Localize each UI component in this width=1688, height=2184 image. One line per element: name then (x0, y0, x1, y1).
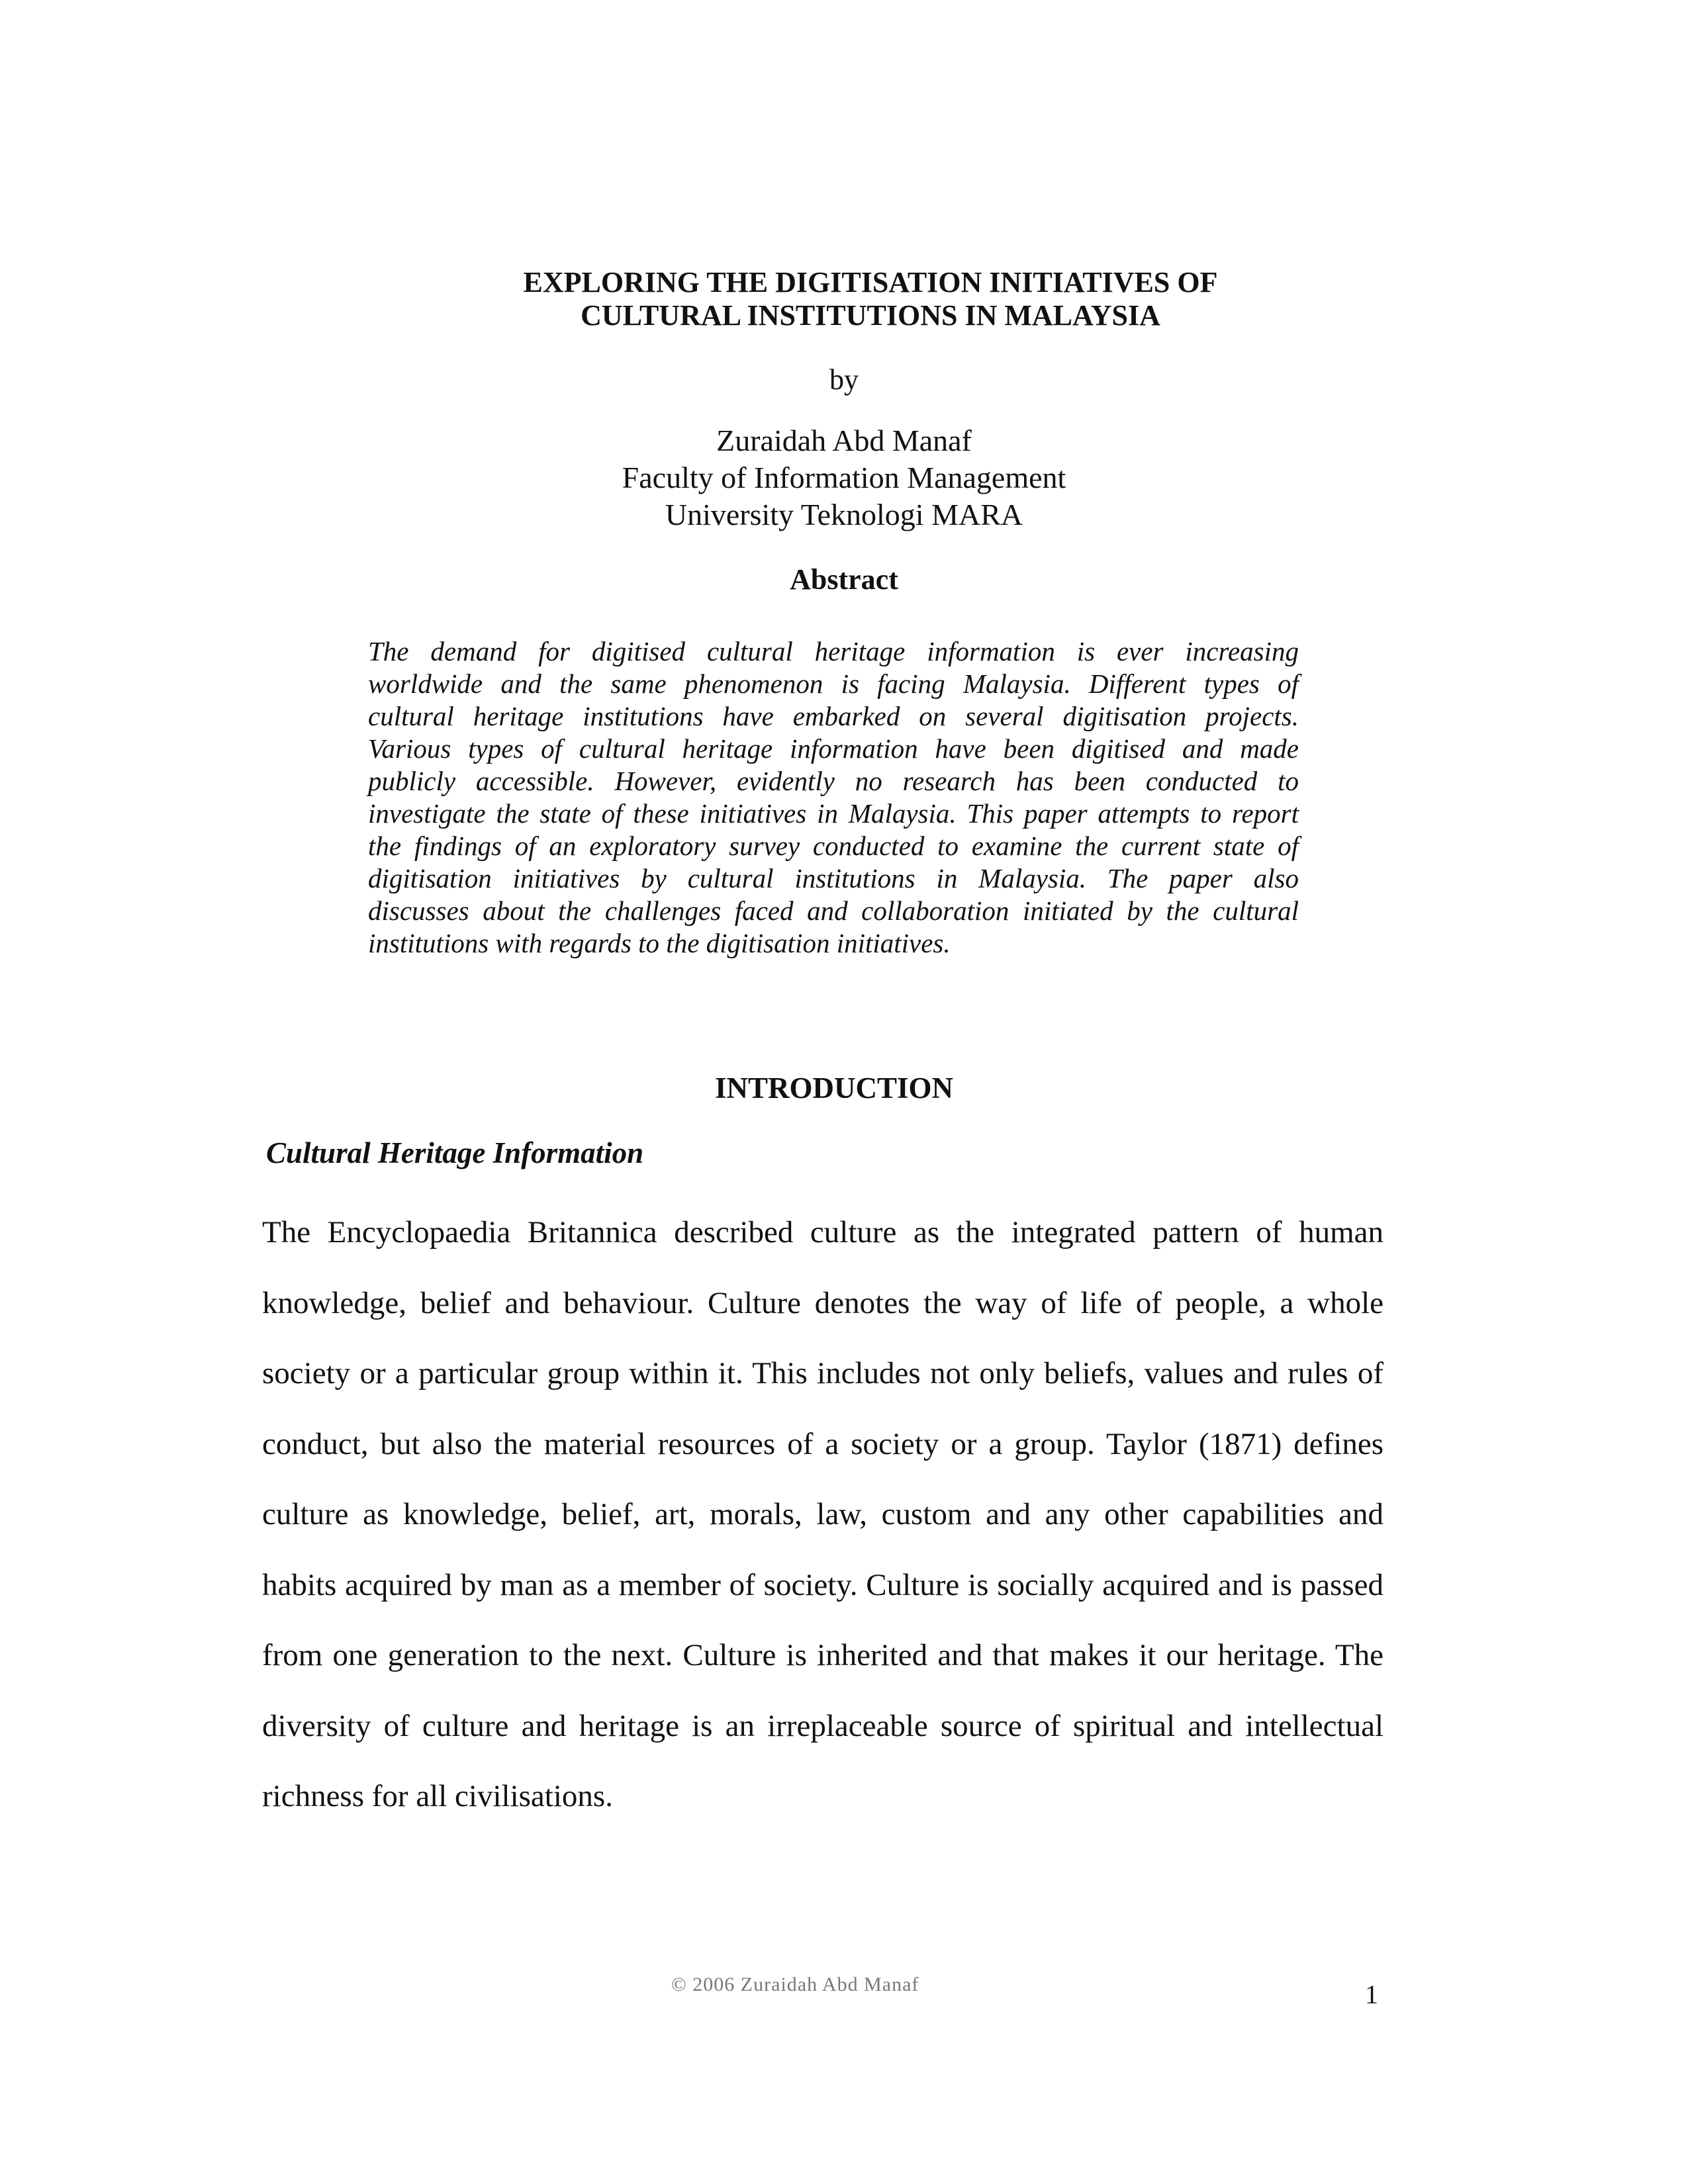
author-block (0, 422, 1688, 533)
text-line: from one generation to the next. Culture is inherited and that makes it our heritage. The (262, 1638, 1383, 1672)
text-line: knowledge, belief and behaviour. Culture denotes the way of life of people, a whole (262, 1285, 1383, 1320)
text-line: investigate the state of these initiatives in Malaysia. This paper attempts to report (368, 798, 1299, 829)
text-line: Various types of cultural heritage information have been digitised and made (368, 733, 1299, 764)
title-line: EXPLORING THE DIGITISATION INITIATIVES OF (523, 266, 1218, 298)
text-line: cultural heritage institutions have embarked on several digitisation projects. (368, 701, 1299, 731)
copyright-footer: © 2006 Zuraidah Abd Manaf (671, 1974, 919, 1995)
text-line: publicly accessible. However, evidently no research has been conducted to (368, 766, 1299, 796)
section-subheading: Cultural Heritage Information (266, 1136, 644, 1169)
by-label: by (829, 363, 859, 396)
text-line: digitisation initiatives by cultural institutions in Malaysia. The paper also (368, 863, 1299, 893)
text-line: The demand for digitised cultural heritage information is ever increasing (368, 636, 1299, 666)
text-line: institutions with regards to the digitisation initiatives. (368, 928, 951, 958)
abstract-heading: Abstract (790, 563, 898, 596)
text-line: society or a particular group within it. This includes not only beliefs, values and rules of (262, 1356, 1383, 1390)
text-line: worldwide and the same phenomenon is facing Malaysia. Different types of (368, 668, 1299, 699)
author-faculty: Faculty of Information Management (622, 461, 1066, 494)
text-line: culture as knowledge, belief, art, morals, law, custom and any other capabilities and (262, 1497, 1383, 1531)
text-line: The Encyclopaedia Britannica described culture as the integrated pattern of human (262, 1215, 1383, 1250)
text-line: discusses about the challenges faced and collaboration initiated by the cultural (368, 895, 1299, 926)
paper-title (26, 266, 1688, 332)
text-line: conduct, but also the material resources of a society or a group. Taylor (1871) defines (262, 1426, 1383, 1461)
title-line: CULTURAL INSTITUTIONS IN MALAYSIA (581, 299, 1160, 332)
text-line: richness for all civilisations. (262, 1779, 613, 1813)
page-number: 1 (1365, 1979, 1378, 2009)
text-line: the findings of an exploratory survey conducted to examine the current state of (368, 831, 1299, 861)
text-line: diversity of culture and heritage is an irreplaceable source of spiritual and intellectual (262, 1708, 1383, 1743)
abstract-body (368, 635, 1299, 960)
text-line: habits acquired by man as a member of society. Culture is socially acquired and is passed (262, 1567, 1383, 1602)
author-university: University Teknologi MARA (665, 498, 1023, 531)
introduction-body (262, 1212, 1383, 1847)
introduction-heading: INTRODUCTION (714, 1071, 954, 1105)
author-name: Zuraidah Abd Manaf (716, 424, 972, 457)
